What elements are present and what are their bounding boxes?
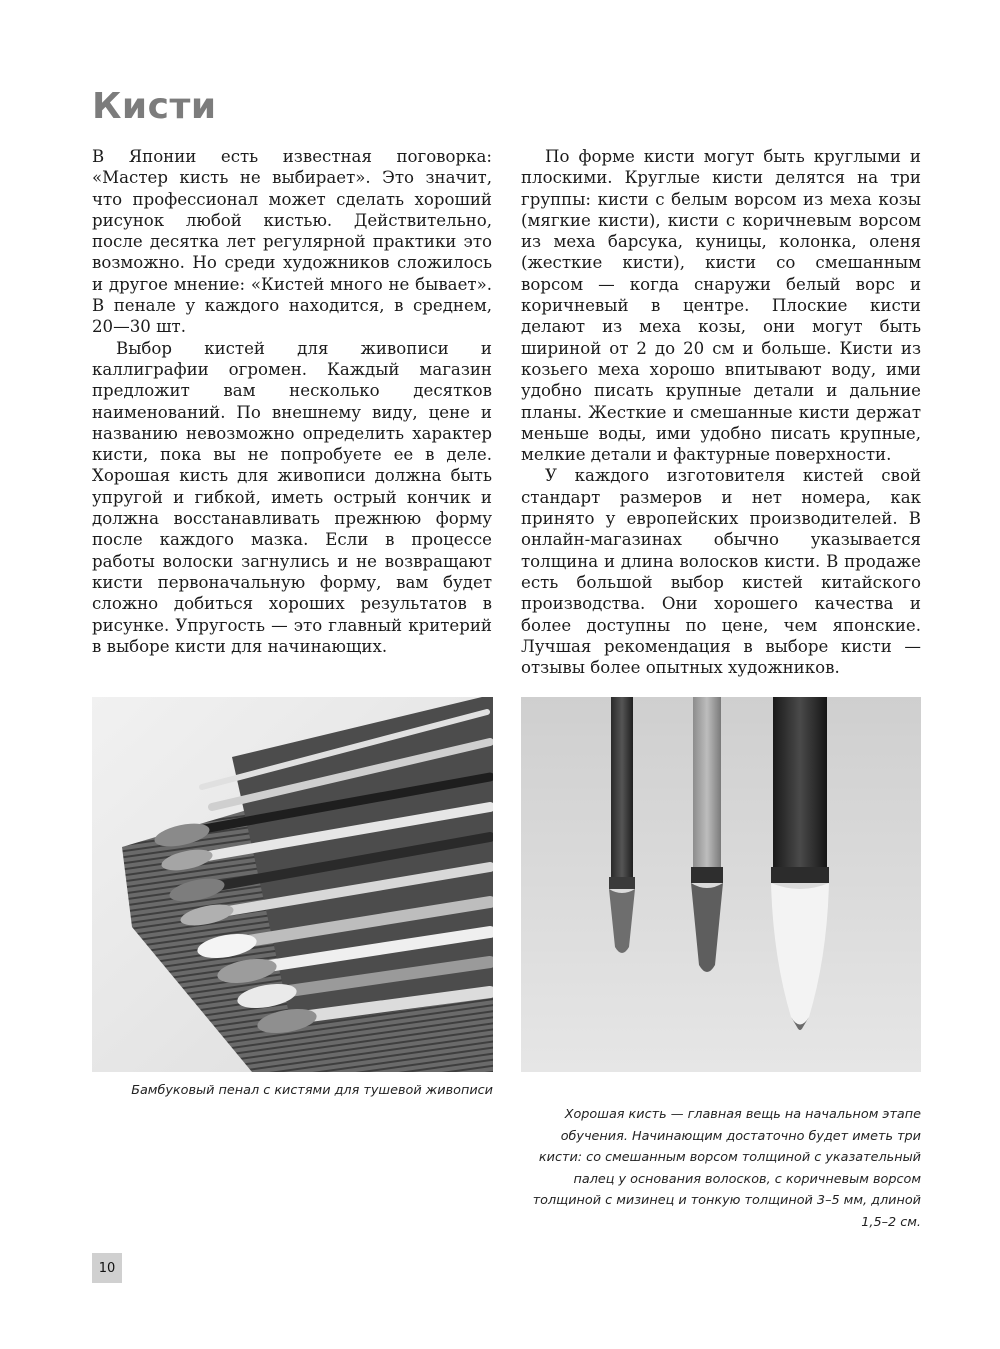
paragraph: По форме кисти могут быть круглыми и плоскими. Круглые кисти делятся на три группы: кисти с белым ворсом из меха козы (мягкие кисти), кисти с коричневым ворсом из меха барсука, куницы, колонка, оленя (жесткие кисти), кисти со смешанным ворсом — когда снаружи белый ворс и коричневый в центре. Плоские кисти делают из меха козы, они могут быть шириной от 2 до 20 см и больше. Кисти из козьего меха хорошо впитывают воду, ими удобно писать крупные детали и дальние планы. Жесткие и смешанные кисти держат меньше воды, ими удобно писать крупные, мелкие детали и фактурные поверхности. [521, 147, 921, 465]
bamboo-case-illustration [92, 697, 493, 1072]
figure-caption-left: Бамбуковый пенал с кистями для тушевой живописи [131, 1083, 493, 1098]
paragraph: Выбор кистей для живописи и каллиграфии огромен. Каждый магазин предложит вам несколько десятков наименований. По внешнему виду, цене и названию невозможно определить характер кисти, пока вы не попробуете ее в деле. Хорошая кисть для живописи должна быть упругой и гибкой, иметь острый кончик и должна восстанавливать прежнюю форму после каждого мазка. Если в процессе работы волоски загнулись и не возвращают кисти первоначальную форму, вам будет сложно добиться хороших результатов в рисунке. Упругость — это главный критерий в выборе кисти для начинающих. [92, 338, 492, 656]
page-title: Кисти [92, 86, 217, 127]
left-text-column [92, 146, 492, 657]
paragraph: В Японии есть известная поговорка: «Мастер кисть не выбирает». Это значит, что профессионал может сделать хороший рисунок любой кистью. Действительно, после десятка лет регулярной практики это возможно. Но среди художников сложилось и другое мнение: «Кистей много не бывает». В пенале у каждого находится, в среднем, 20—30 шт. [92, 147, 492, 337]
right-text-column [521, 146, 921, 678]
bamboo-case-photo [92, 697, 493, 1072]
three-brushes-photo [521, 697, 921, 1072]
three-brushes-illustration [521, 697, 921, 1072]
page-number: 10 [92, 1253, 122, 1283]
figure-caption-right: Хорошая кисть — главная вещь на начальном этапе обучения. Начинающим достаточно будет иметь три кисти: со смешанным ворсом толщиной с указательный палец у основания волосков, с коричневым ворсом толщиной с мизинец и тонкую толщиной 3–5 мм, длиной 1,5–2 см. [532, 1107, 921, 1230]
paragraph: У каждого изготовителя кистей свой стандарт размеров и нет номера, как принято у европейских производителей. В онлайн-магазинах обычно указывается толщина и длина волосков кисти. В продаже есть большой выбор кистей китайского производства. Они хорошего качества и более доступны по цене, чем японские. Лучшая рекомендация в выборе кисти — отзывы более опытных художников. [521, 466, 921, 678]
